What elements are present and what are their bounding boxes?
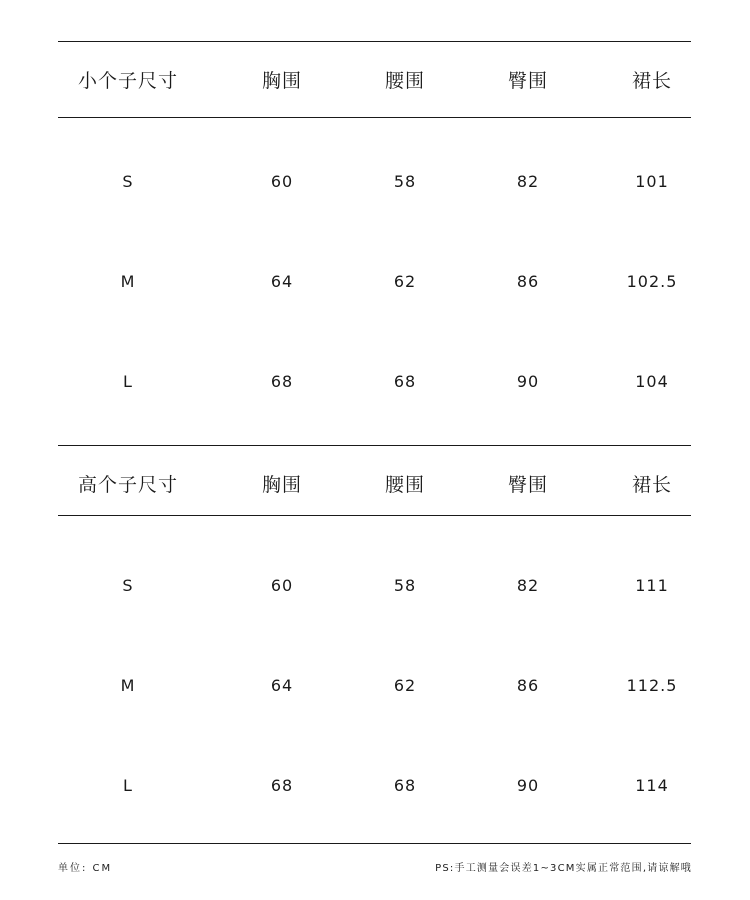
size-label: S [122,576,134,595]
measurement-disclaimer: PS:手工测量会误差1~3CM实属正常范围,请谅解哦 [435,863,692,874]
length-value: 104 [635,372,669,391]
waist-value: 68 [393,776,417,795]
hip-value: 86 [516,272,540,291]
table2-header-waist: 腰围 [384,474,425,496]
table2-header-bust: 胸围 [261,474,302,496]
table2-header-row [58,465,691,505]
hip-value: 82 [516,576,540,595]
table-row [58,566,691,606]
table2-top-rule [58,445,691,446]
waist-value: 58 [393,576,417,595]
table2-header-rule [58,515,691,516]
hip-value: 90 [516,372,540,391]
table1-header-size: 小个子尺寸 [77,70,178,92]
length-value: 101 [635,172,669,191]
bust-value: 64 [270,676,294,695]
length-value: 102.5 [626,272,678,291]
table-row [58,666,691,706]
bust-value: 64 [270,272,294,291]
table2-header-length: 裙长 [631,474,672,496]
waist-value: 58 [393,172,417,191]
size-label: M [120,272,136,291]
table1-header-waist: 腰围 [384,70,425,92]
table1-header-bust: 胸围 [261,70,302,92]
bust-value: 60 [270,172,294,191]
hip-value: 86 [516,676,540,695]
table1-top-rule [58,41,691,42]
table-row [58,766,691,806]
table-row [58,162,691,202]
length-value: 114 [635,776,669,795]
size-label: L [123,776,133,795]
bust-value: 68 [270,372,294,391]
table2-bottom-rule [58,843,691,844]
hip-value: 82 [516,172,540,191]
unit-note: 单位: CM [58,863,113,874]
size-label: M [120,676,136,695]
table1-header-hip: 臀围 [507,70,548,92]
waist-value: 62 [393,676,417,695]
hip-value: 90 [516,776,540,795]
table1-header-length: 裙长 [631,70,672,92]
bust-value: 68 [270,776,294,795]
size-label: S [122,172,134,191]
table2-header-size: 高个子尺寸 [77,474,178,496]
table2-header-hip: 臀围 [507,474,548,496]
size-label: L [123,372,133,391]
length-value: 111 [635,576,669,595]
table-row [58,362,691,402]
waist-value: 68 [393,372,417,391]
waist-value: 62 [393,272,417,291]
length-value: 112.5 [626,676,678,695]
table-row [58,262,691,302]
table1-header-row [58,61,691,101]
bust-value: 60 [270,576,294,595]
table1-header-rule [58,117,691,118]
